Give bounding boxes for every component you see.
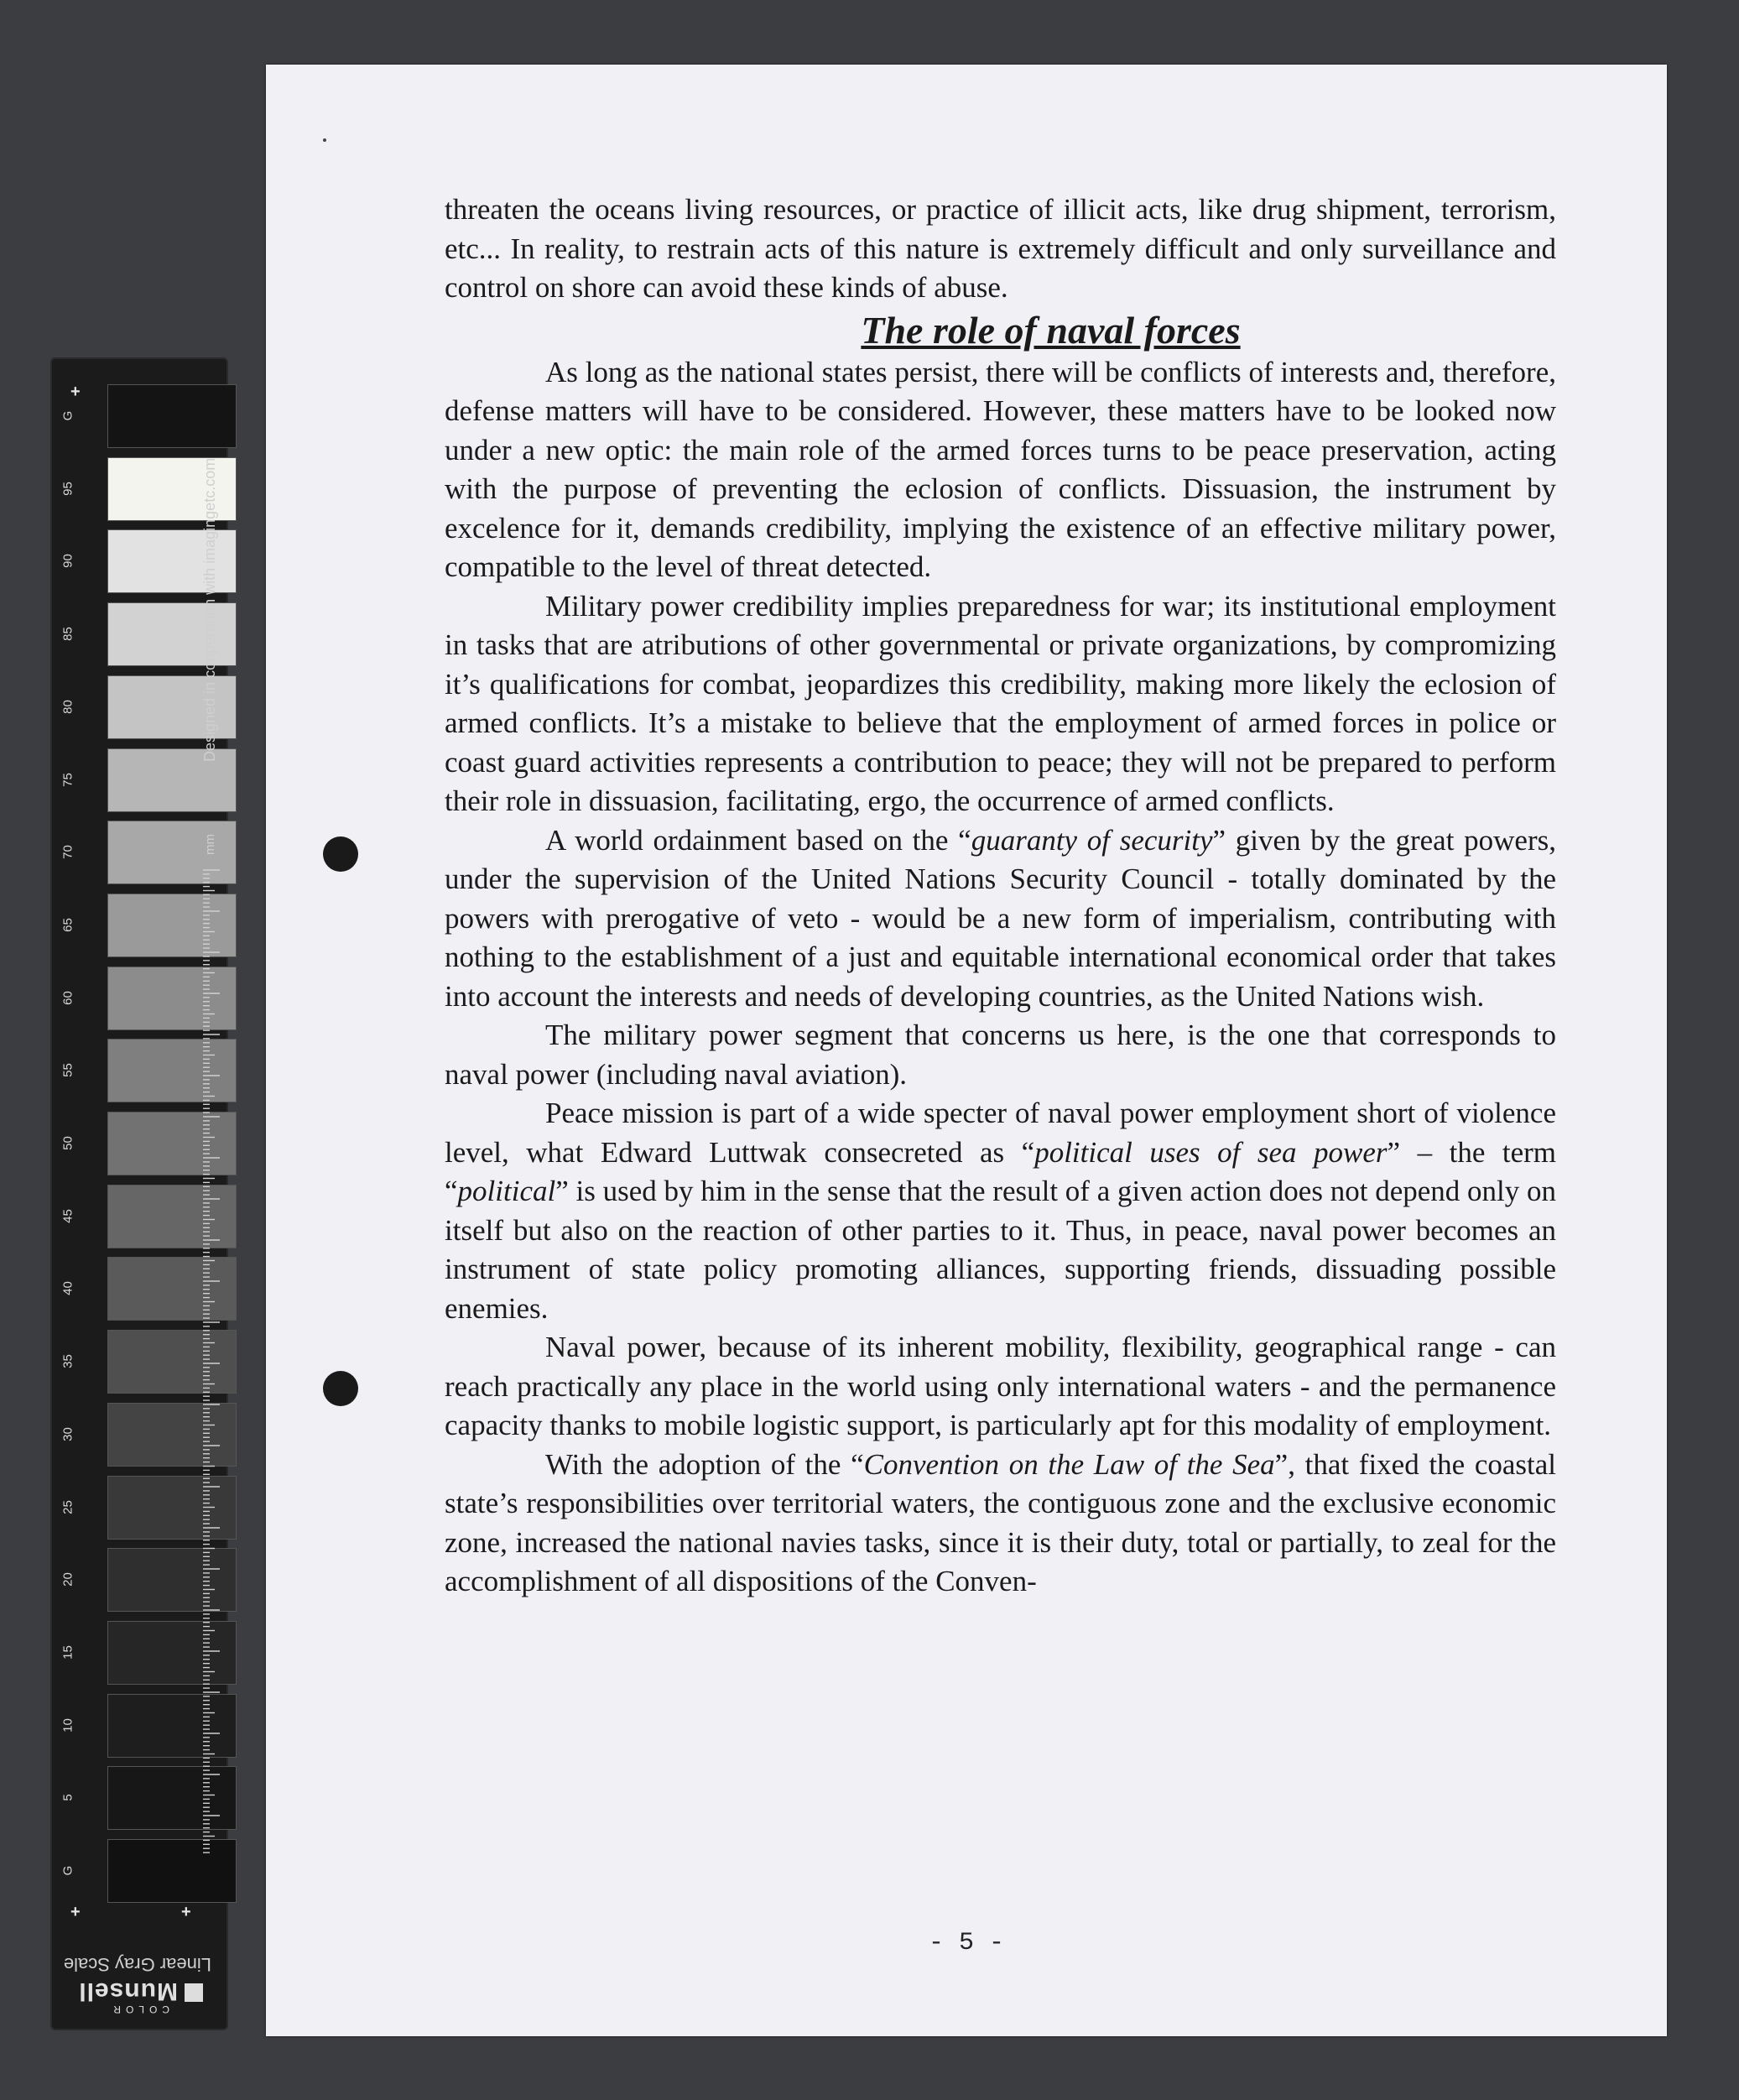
paragraph: With the adoption of the “Convention on the Law of the Sea”, that fixed the coastal state’s responsibilities over territorial waters, the contiguous zone and the exclusive economic zone, increased the national navies tasks, since it is their duty, total or partially, to zeal for the accomplishment of all dispositions of the Conven- (445, 1447, 1556, 1597)
document-body (445, 190, 1556, 1602)
patch-label: 50 (60, 1136, 75, 1150)
patch-label: G (60, 410, 75, 421)
patch-label: 65 (60, 918, 75, 932)
scale-title: Linear Gray Scale (63, 1954, 211, 1975)
patch-label: 80 (60, 699, 75, 714)
patch-label: 40 (60, 1281, 75, 1296)
munsell-logo-icon (185, 1983, 203, 2002)
gray-patch (107, 384, 237, 448)
scale-credit: Designed in cooperation with imagingetc.com (201, 457, 218, 762)
paragraph: Peace mission is part of a wide specter of naval power employment short of violence level, what Edward Luttwak consecreted as “political uses of sea power” – the term “political” is used by him in the sense that the result of a given action does not depend only on itself but also on the reaction of other parties to it. Thus, in peace, naval power becomes an instrument of state policy promoting alliances, supporting friends, dissuading possible enemies. (445, 1097, 1557, 1325)
speck (323, 138, 326, 142)
patch-label: 75 (60, 772, 75, 787)
patch-label: 20 (60, 1572, 75, 1587)
patch-label: 60 (60, 990, 75, 1005)
patch-label: 85 (60, 627, 75, 641)
paragraph: As long as the national states persist, there will be conflicts of interests and, therefore, defense matters will have to be considered. However, these matters have to be looked now under a new optic: the main role of the armed forces turns to be peace preservation, acting with the purpose of preventing the eclosion of conflicts. Dissuasion, the instrument by excelence for it, demands credibility, implying the existence of an effective military power, compatible to the level of threat detected. (445, 355, 1556, 583)
paragraph: A world ordainment based on the “guaranty of security” given by the great powers, under the supervision of the United Nations Security Council - totally dominated by the powers with prerogative of veto - would be a new form of imperialism, contributing with nothing to the establishment of a just and equitable international economical order that takes into account the interests and needs of developing countries, as the United Nations wish. (445, 823, 1556, 1013)
patch-label: 70 (60, 845, 75, 860)
patch-label: 45 (60, 1208, 75, 1223)
patch-label: 10 (60, 1717, 75, 1733)
gray-scale-card (52, 359, 226, 2029)
munsell-logo: COLOR Munsell (77, 1970, 203, 2045)
paragraph: Military power credibility implies preparedness for war; its institutional employment in tasks that are atributions of other governmental or private organizations, by compromizing it’s qualifications for combat, jeopardizes this credibility, making more likely the eclosion of armed conflicts. It’s a mistake to believe that the employment of armed forces in police or coast guard activities represents a contribution to peace; they will not be prepared to perform their role in dissuasion, facilitating, ergo, the occurrence of armed conflicts. (445, 589, 1556, 817)
registration-mark: + (181, 1903, 191, 1921)
punch-hole (323, 1371, 358, 1406)
patch-label: 15 (60, 1645, 75, 1660)
document-page (266, 65, 1667, 2036)
paragraph: The military power segment that concerns us here, is the one that corresponds to naval power (including naval aviation). (445, 1019, 1556, 1091)
patch-label: 35 (60, 1354, 75, 1368)
patch-label: 95 (60, 481, 75, 496)
patch-label: 90 (60, 554, 75, 569)
intro-paragraph: threaten the oceans living resources, or practice of illicit acts, like drug shipment, terrorism, etc... In reality, to restrain acts of this nature is extremely difficult and only surveillance and control on shore can avoid these kinds of abuse. (445, 193, 1556, 304)
patch-label: G (60, 1865, 75, 1876)
mm-ruler (203, 867, 221, 1861)
registration-mark: + (70, 1903, 81, 1921)
punch-hole (323, 836, 358, 872)
paragraph: Naval power, because of its inherent mobility, flexibility, geographical range - can reach practically any place in the world using only international waters - and the permanence capacity thanks to mobile logistic support, is particularly apt for this modality of employment. (445, 1331, 1556, 1441)
section-title: The role of naval forces (861, 308, 1241, 352)
patch-label: 30 (60, 1426, 75, 1441)
page-number: - 5 - (928, 1929, 1004, 1957)
patch-label: 25 (60, 1499, 75, 1514)
patch-label: 55 (60, 1063, 75, 1078)
patch-label: 5 (60, 1794, 75, 1801)
registration-mark: + (70, 383, 81, 401)
ruler-unit: mm (203, 834, 217, 855)
